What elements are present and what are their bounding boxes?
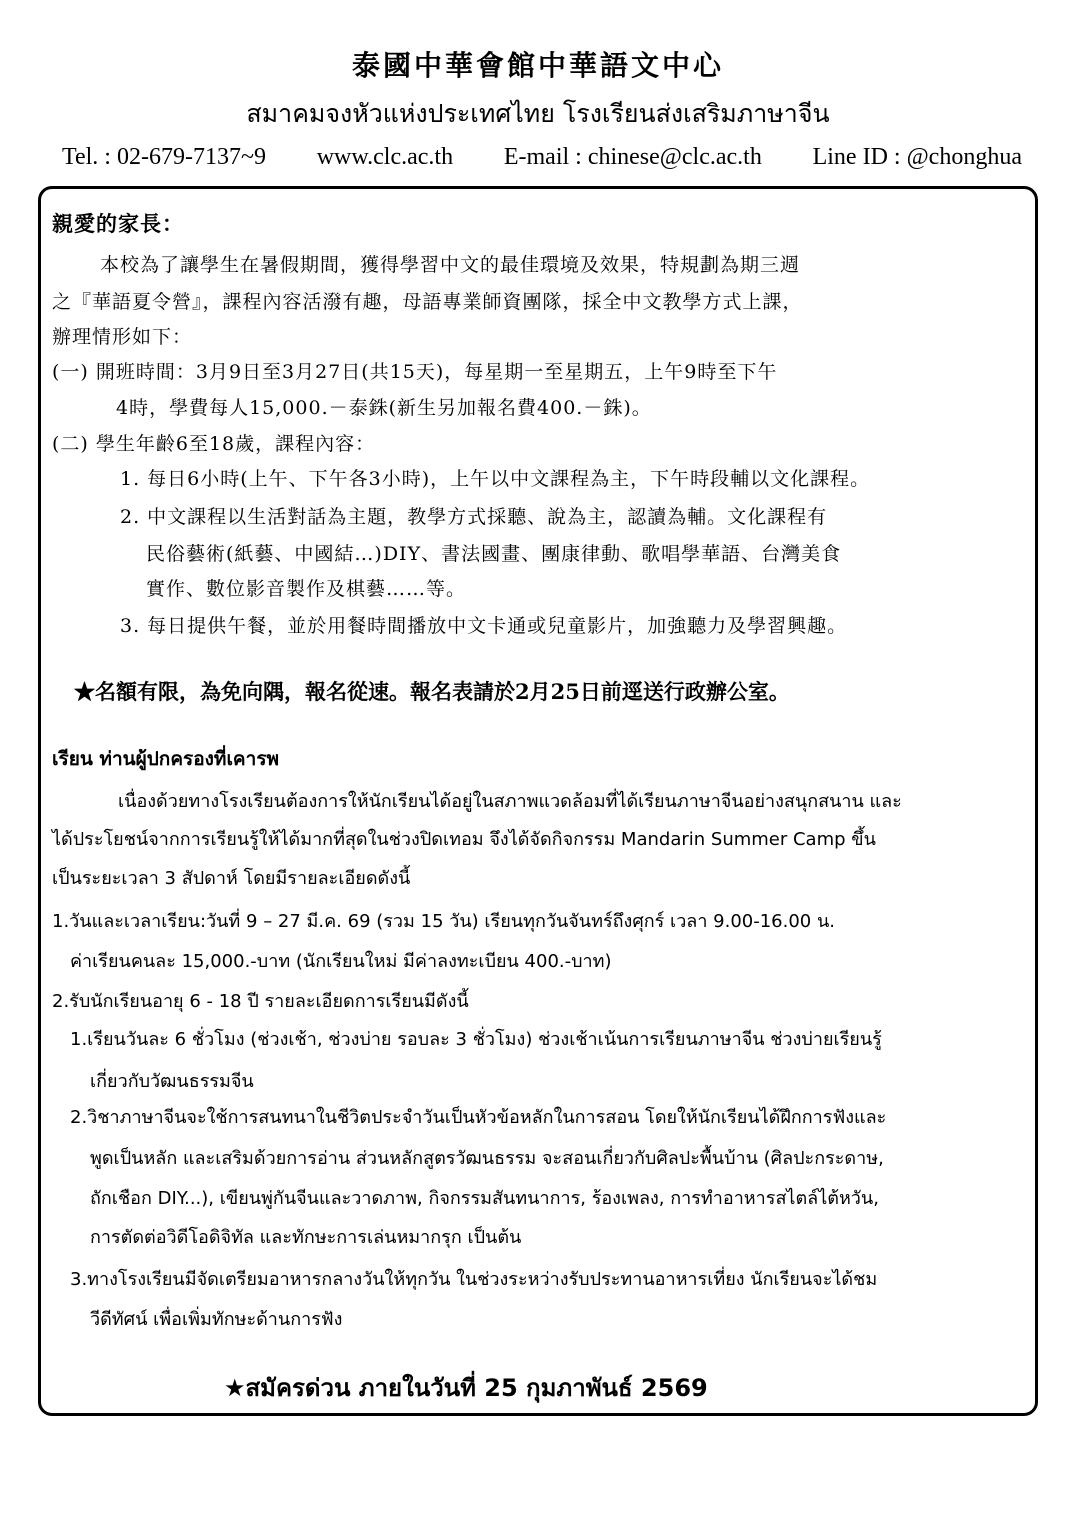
schedule-item-thai: 1.วันและเวลาเรียน:วันที่ 9 – 27 มี.ค. 69 (รวม 15 วัน) เรียนทุกวันจันทร์ถึงศุกร์ เวลา 9.00-16.00 น.: [52, 911, 836, 932]
intro-line-thai: ได้ประโยชน์จากการเรียนรู้ให้ได้มากที่สุดในช่วงปิดเทอม จึงได้จัดกิจกรรม Mandarin Summer Camp ขึ้น: [52, 829, 876, 850]
course-sub-item: 2. 中文課程以生活對話為主題，教學方式採聽、說為主，認讀為輔。文化課程有: [120, 506, 828, 528]
course-sub-item: 1. 每日6小時(上午、下午各3小時)，上午以中文課程為主，下午時段輔以文化課程。: [120, 468, 871, 490]
course-sub-item-thai-cont: ถักเชือก DIY...), เขียนพู่กันจีนและวาดภาพ, กิจกรรมสันทนาการ, ร้องเพลง, การทำอาหารสไตล์ไต้หวัน,: [90, 1188, 879, 1209]
email-address[interactable]: E-mail : chinese@clc.ac.th: [503, 144, 762, 170]
intro-line: 辦理情形如下：: [52, 326, 193, 348]
course-sub-item-thai-cont: พูดเป็นหลัก และเสริมด้วยการอ่าน ส่วนหลักสูตรวัฒนธรรม จะสอนเกี่ยวกับศิลปะพื้นบ้าน (ศิลปะกระดาษ,: [90, 1148, 884, 1169]
school-title: 泰國中華會館中華語文中心: [351, 49, 724, 82]
registration-notice-thai: ★สมัครด่วน ภายในวันที่ 25 กุมภาพันธ์ 2569: [224, 1374, 708, 1402]
intro-line: 之『華語夏令營』，課程內容活潑有趣，母語專業師資團隊，採全中文教學方式上課，: [52, 291, 803, 313]
registration-notice-chinese: ★名額有限，為免向隅，報名從速。報名表請於2月25日前逕送行政辦公室。: [74, 679, 790, 704]
course-sub-item-cont: 實作、數位影音製作及棋藝……等。: [146, 578, 467, 600]
greeting-thai: เรียน ท่านผู้ปกครองที่เคารพ: [52, 748, 280, 770]
schedule-item: (一) 開班時間：3月9日至3月27日(共15天)，每星期一至星期五，上午9時至下午: [52, 361, 778, 383]
school-subtitle-thai: สมาคมจงหัวแห่งประเทศไทย โรงเรียนส่งเสริมภาษาจีน: [246, 99, 830, 128]
contact-line: [62, 144, 1022, 171]
course-sub-item-thai: 2.วิชาภาษาจีนจะใช้การสนทนาในชีวิตประจำวันเป็นหัวข้อหลักในการสอน โดยให้นักเรียนได้ฝึกการฟังและ: [70, 1107, 887, 1128]
course-sub-item-thai-cont: เกี่ยวกับวัฒนธรรมจีน: [90, 1071, 254, 1092]
intro-line: 本校為了讓學生在暑假期間，獲得學習中文的最佳環境及效果，特規劃為期三週: [100, 254, 801, 276]
line-id: Line ID : @chonghua: [812, 144, 1022, 170]
age-item-title: (二) 學生年齡6至18歲，課程內容：: [52, 433, 376, 455]
age-item-title-thai: 2.รับนักเรียนอายุ 6 - 18 ปี รายละเอียดการเรียนมีดังนี้: [52, 991, 469, 1012]
course-sub-item-thai-cont: วีดีทัศน์ เพื่อเพิ่มทักษะด้านการฟัง: [90, 1309, 343, 1330]
intro-line-thai: เป็นระยะเวลา 3 สัปดาห์ โดยมีรายละเอียดดังนี้: [52, 868, 411, 889]
intro-line-thai: เนื่องด้วยทางโรงเรียนต้องการให้นักเรียนได้อยู่ในสภาพแวดล้อมที่ได้เรียนภาษาจีนอย่างสนุกสนาน และ: [118, 791, 902, 812]
greeting-chinese: 親愛的家長：: [52, 211, 184, 236]
course-sub-item-thai: 1.เรียนวันละ 6 ชั่วโมง (ช่วงเช้า, ช่วงบ่าย รอบละ 3 ชั่วโมง) ช่วงเช้าเน้นการเรียนภาษาจีน ช่วงบ่ายเรียนรู้: [70, 1029, 882, 1050]
website-link[interactable]: www.clc.ac.th: [316, 144, 454, 170]
schedule-item-thai-cont: ค่าเรียนคนละ 15,000.-บาท (นักเรียนใหม่ มีค่าลงทะเบียน 400.-บาท): [70, 951, 612, 972]
schedule-item-cont: 4時，學費每人15,000.－泰銖(新生另加報名費400.－銖)。: [116, 397, 652, 419]
course-sub-item-thai: 3.ทางโรงเรียนมีจัดเตรียมอาหารกลางวันให้ทุกวัน ในช่วงระหว่างรับประทานอาหารเที่ยง นักเรียนจะได้ชม: [70, 1269, 878, 1290]
phone-number: Tel. : 02-679-7137~9: [62, 144, 266, 170]
course-sub-item: 3. 每日提供午餐，並於用餐時間播放中文卡通或兒童影片，加強聽力及學習興趣。: [120, 615, 848, 637]
course-sub-item-cont: 民俗藝術(紙藝、中國結…)DIY、書法國畫、團康律動、歌唱學華語、台灣美食: [146, 543, 842, 565]
course-sub-item-thai-cont: การตัดต่อวิดีโอดิจิทัล และทักษะการเล่นหมากรุก เป็นต้น: [90, 1227, 522, 1248]
